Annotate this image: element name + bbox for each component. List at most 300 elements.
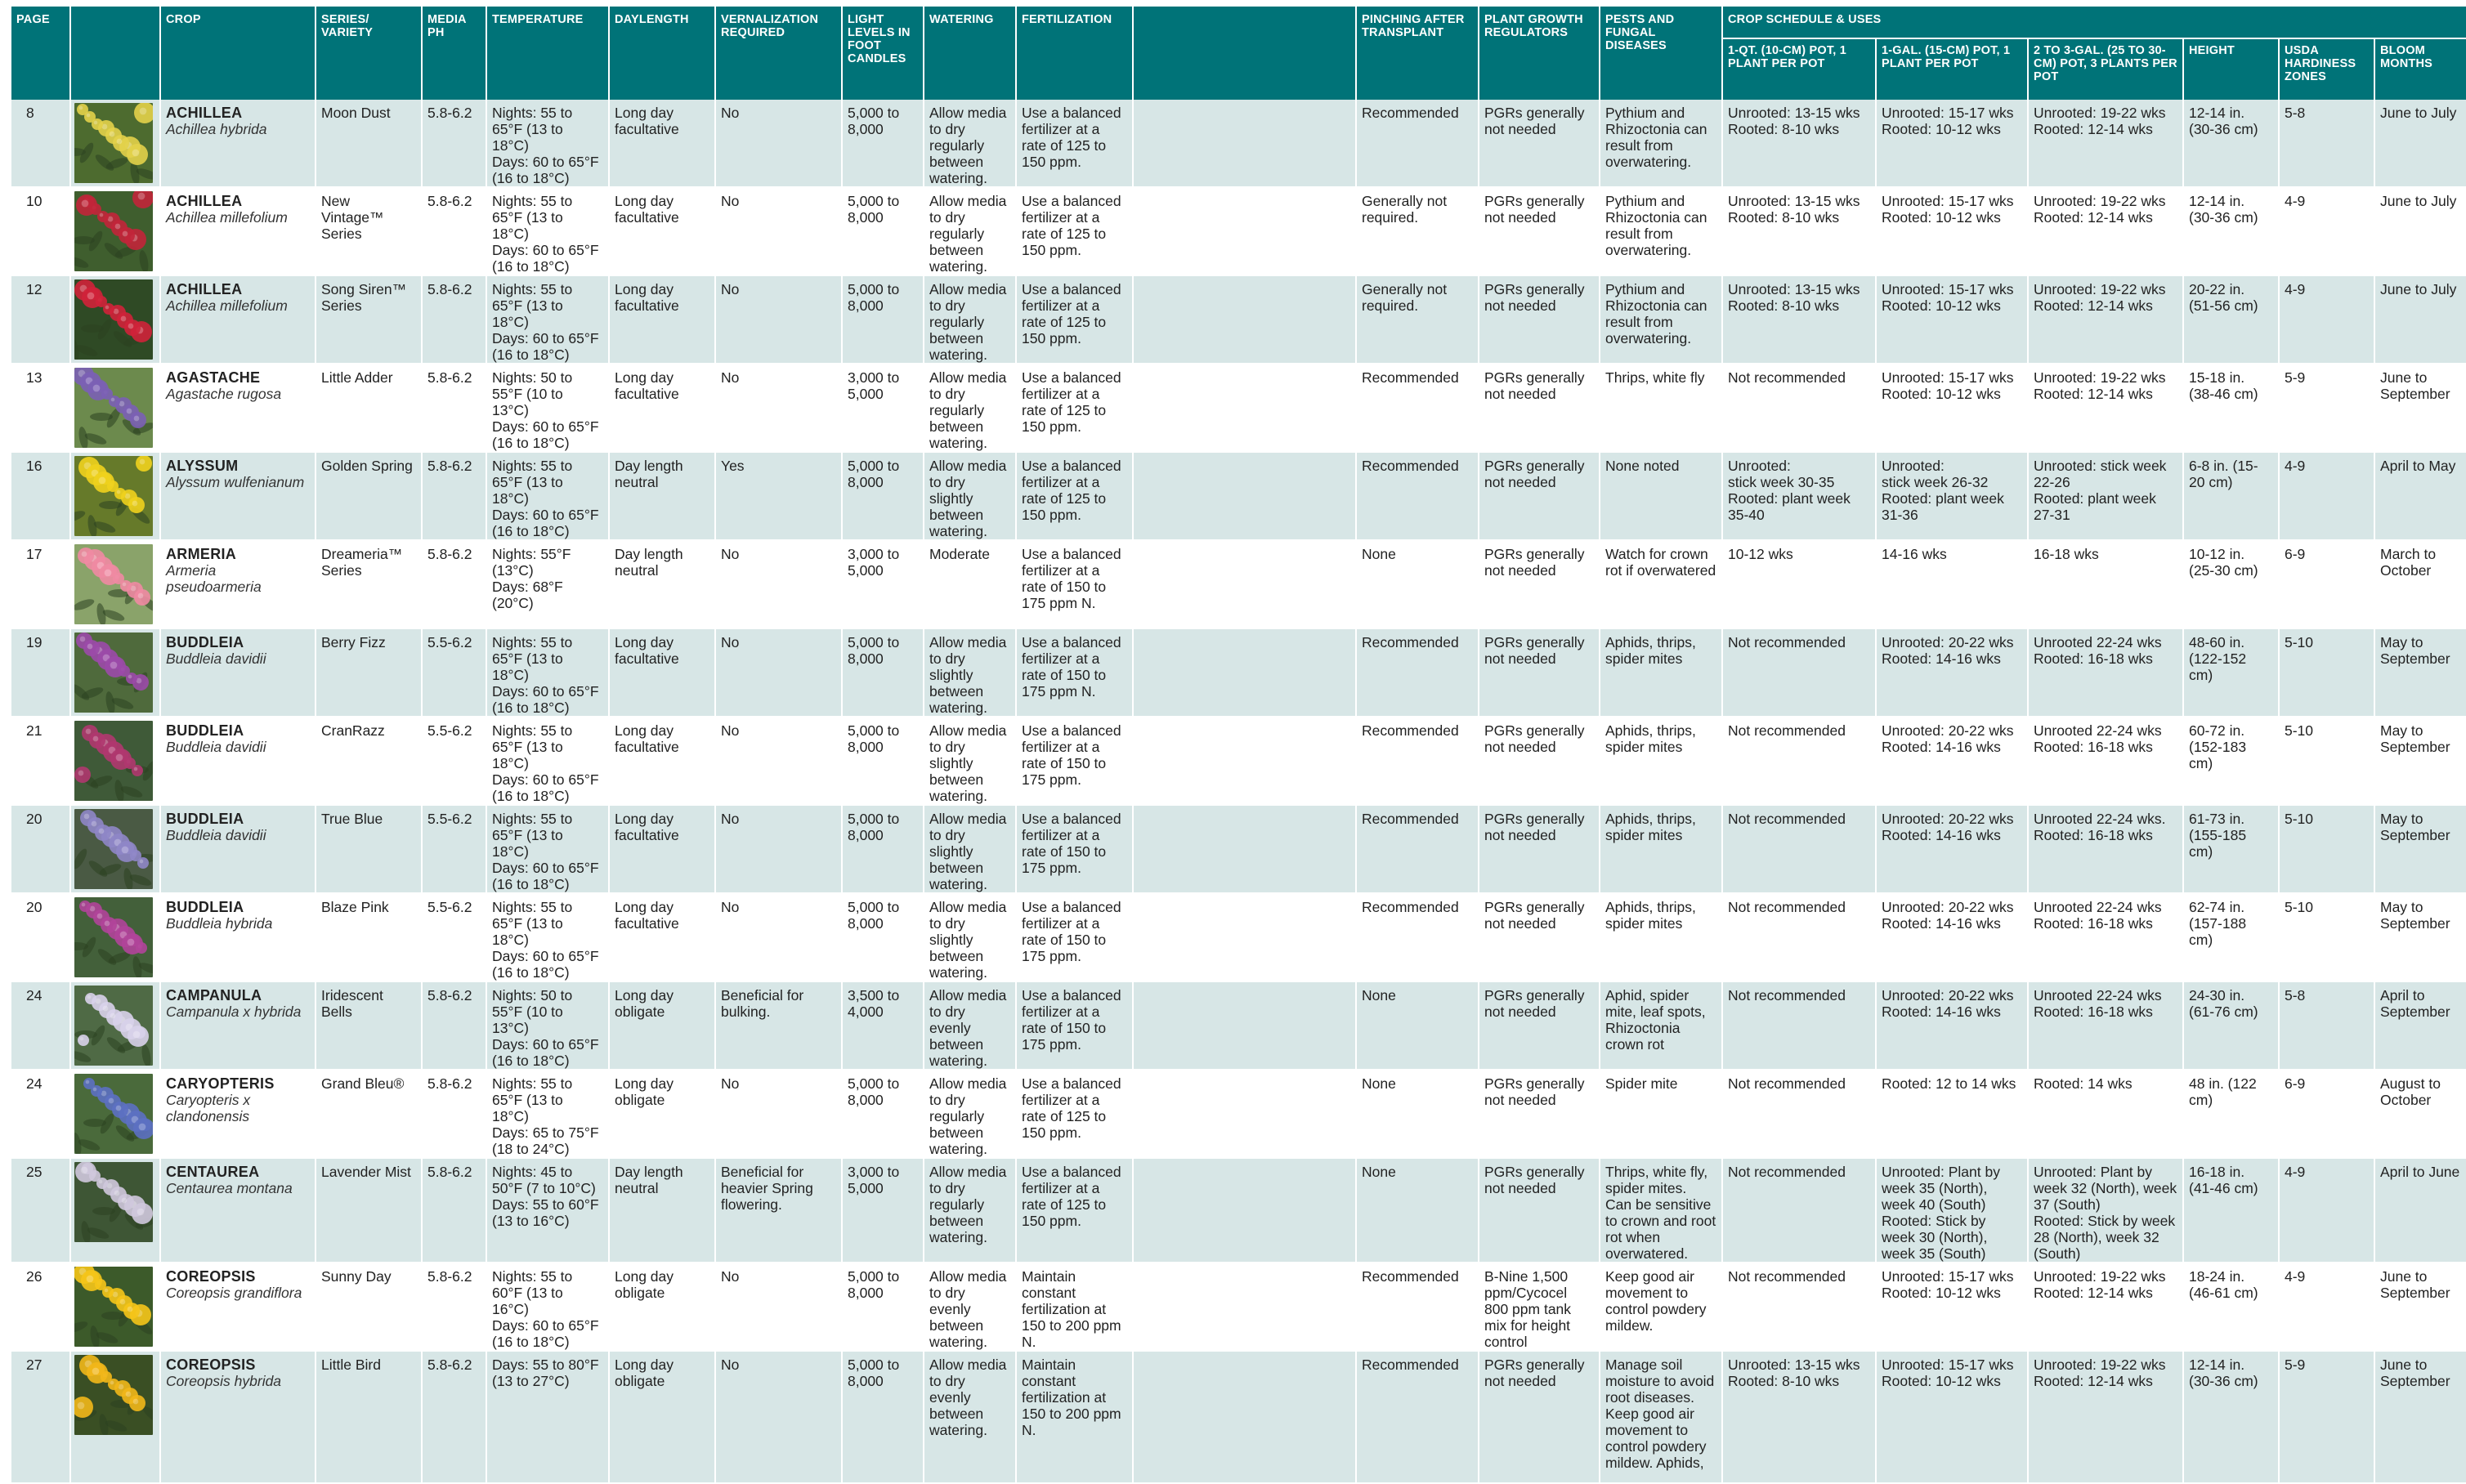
header-temperature: TEMPERATURE	[486, 7, 609, 100]
height-cell: 48 in. (122 cm)	[2183, 1070, 2279, 1158]
pests-cell: Manage soil moisture to avoid root diseases. Keep good air movement to control powdery mildew. Aphids,	[1600, 1351, 1722, 1483]
header-crop: CROP	[160, 7, 316, 100]
crop-botanical-name: Coreopsis hybrida	[166, 1373, 282, 1389]
daylength-cell: Long day obligate	[609, 1263, 715, 1351]
temperature-cell: Nights: 55 to 65°F (13 to 18°C) Days: 60 to 65°F (16 to 18°C)	[486, 805, 609, 893]
vernalization-cell: No	[715, 540, 842, 628]
pests-cell: Aphids, thrips, spider mites	[1600, 628, 1722, 717]
agastache-photo	[74, 368, 153, 448]
pests-cell: Pythium and Rhizoctonia can result from overwatering.	[1600, 275, 1722, 364]
watering-cell: Allow media to dry regularly between watering.	[924, 1158, 1016, 1263]
temperature-cell: Nights: 50 to 55°F (10 to 13°C) Days: 60 to 65°F (16 to 18°C)	[486, 364, 609, 452]
pgr-cell: PGRs generally not needed	[1479, 893, 1600, 981]
series-cell: Dreameria™ Series	[316, 540, 422, 628]
page-cell: 24	[11, 1070, 70, 1158]
crop-cell	[160, 364, 316, 452]
qt-pot-cell: Unrooted: 13-15 wks Rooted: 8-10 wks	[1722, 1351, 1876, 1483]
centaurea-photo	[74, 1162, 153, 1242]
gal3-pot-cell: Unrooted: Plant by week 32 (North), week 37 (South) Rooted: Stick by week 28 (North), week 32 (South)	[2028, 1158, 2183, 1263]
watering-cell: Allow media to dry slightly between watering.	[924, 893, 1016, 981]
temperature-cell: Nights: 55 to 60°F (13 to 16°C) Days: 60 to 65°F (16 to 18°C)	[486, 1263, 609, 1351]
fertilization-cell: Use a balanced fertilizer at a rate of 150 to 175 ppm N.	[1016, 628, 1133, 717]
media-ph-cell: 5.8-6.2	[422, 1263, 486, 1351]
crop-cell	[160, 805, 316, 893]
media-ph-cell: 5.5-6.2	[422, 805, 486, 893]
height-cell: 6-8 in. (15-20 cm)	[2183, 452, 2279, 540]
light-level-cell: 3,000 to 5,000	[842, 540, 924, 628]
header-daylength: DAYLENGTH	[609, 7, 715, 100]
qt-pot-cell: Unrooted: stick week 30-35 Rooted: plant week 35-40	[1722, 452, 1876, 540]
daylength-cell: Long day obligate	[609, 1351, 715, 1483]
media-ph-cell: 5.8-6.2	[422, 100, 486, 187]
plant-guide-table-wrapper	[11, 7, 2460, 1484]
light-level-cell: 3,000 to 5,000	[842, 364, 924, 452]
media-ph-cell: 5.5-6.2	[422, 717, 486, 805]
pgr-cell: PGRs generally not needed	[1479, 1351, 1600, 1483]
vernalization-cell: No	[715, 1263, 842, 1351]
zones-cell: 4-9	[2279, 1263, 2374, 1351]
vernalization-cell: Beneficial for heavier Spring flowering.	[715, 1158, 842, 1263]
light-level-cell: 5,000 to 8,000	[842, 275, 924, 364]
crop-cell	[160, 893, 316, 981]
achillea-siren-photo	[74, 279, 153, 360]
series-cell: Moon Dust	[316, 100, 422, 187]
blank-cell	[1133, 805, 1356, 893]
bloom-cell: May to September	[2374, 717, 2466, 805]
table-row	[11, 981, 2466, 1070]
media-ph-cell: 5.8-6.2	[422, 275, 486, 364]
height-cell: 62-74 in. (157-188 cm)	[2183, 893, 2279, 981]
pinching-cell: Recommended	[1356, 364, 1479, 452]
pinching-cell: Recommended	[1356, 1263, 1479, 1351]
page-cell: 13	[11, 364, 70, 452]
page-cell: 19	[11, 628, 70, 717]
fertilization-cell: Use a balanced fertilizer at a rate of 150 to 175 ppm.	[1016, 805, 1133, 893]
pgr-cell: PGRs generally not needed	[1479, 805, 1600, 893]
page-cell: 25	[11, 1158, 70, 1263]
crop-culture-table	[11, 7, 2466, 1484]
gal1-pot-cell: Unrooted: 15-17 wks Rooted: 10-12 wks	[1876, 364, 2028, 452]
watering-cell: Allow media to dry regularly between watering.	[924, 275, 1016, 364]
series-cell: True Blue	[316, 805, 422, 893]
crop-botanical-name: Buddleia davidii	[166, 650, 266, 667]
pinching-cell: None	[1356, 540, 1479, 628]
media-ph-cell: 5.8-6.2	[422, 540, 486, 628]
vernalization-cell: Yes	[715, 452, 842, 540]
zones-cell: 4-9	[2279, 1158, 2374, 1263]
header-height: HEIGHT	[2183, 38, 2279, 100]
gal3-pot-cell: Unrooted 22-24 wks Rooted: 16-18 wks	[2028, 981, 2183, 1070]
vernalization-cell: Beneficial for bulking.	[715, 981, 842, 1070]
table-row	[11, 717, 2466, 805]
height-cell: 12-14 in. (30-36 cm)	[2183, 100, 2279, 187]
zones-cell: 6-9	[2279, 540, 2374, 628]
crop-photo-cell	[70, 364, 160, 452]
pgr-cell: B-Nine 1,500 ppm/Cycocel 800 ppm tank mix for height control	[1479, 1263, 1600, 1351]
blank-cell	[1133, 275, 1356, 364]
media-ph-cell: 5.5-6.2	[422, 893, 486, 981]
bloom-cell: April to June	[2374, 1158, 2466, 1263]
header-series: SERIES/ VARIETY	[316, 7, 422, 100]
watering-cell: Moderate	[924, 540, 1016, 628]
zones-cell: 6-9	[2279, 1070, 2374, 1158]
light-level-cell: 5,000 to 8,000	[842, 893, 924, 981]
temperature-cell: Nights: 55 to 65°F (13 to 18°C) Days: 60 to 65°F (16 to 18°C)	[486, 717, 609, 805]
crop-photo-cell	[70, 100, 160, 187]
pests-cell: Aphids, thrips, spider mites	[1600, 717, 1722, 805]
header-qt-pot: 1-QT. (10-CM) POT, 1 PLANT PER POT	[1722, 38, 1876, 100]
temperature-cell: Nights: 55 to 65°F (13 to 18°C) Days: 65 to 75°F (18 to 24°C)	[486, 1070, 609, 1158]
daylength-cell: Day length neutral	[609, 540, 715, 628]
qt-pot-cell: Not recommended	[1722, 1158, 1876, 1263]
fertilization-cell: Use a balanced fertilizer at a rate of 150 to 175 ppm.	[1016, 981, 1133, 1070]
pests-cell: Pythium and Rhizoctonia can result from overwatering.	[1600, 187, 1722, 275]
crop-common-name: ACHILLEA	[166, 193, 243, 209]
table-body	[11, 100, 2466, 1483]
pgr-cell: PGRs generally not needed	[1479, 628, 1600, 717]
bloom-cell: April to September	[2374, 981, 2466, 1070]
qt-pot-cell: Not recommended	[1722, 364, 1876, 452]
blank-cell	[1133, 452, 1356, 540]
zones-cell: 5-9	[2279, 364, 2374, 452]
page-cell: 20	[11, 805, 70, 893]
crop-common-name: ARMERIA	[166, 546, 237, 562]
header-zones: USDA HARDINESS ZONES	[2279, 38, 2374, 100]
pinching-cell: Recommended	[1356, 717, 1479, 805]
crop-photo-cell	[70, 452, 160, 540]
gal1-pot-cell: Unrooted: 15-17 wks Rooted: 10-12 wks	[1876, 187, 2028, 275]
pinching-cell: None	[1356, 1158, 1479, 1263]
light-level-cell: 5,000 to 8,000	[842, 187, 924, 275]
qt-pot-cell: Not recommended	[1722, 717, 1876, 805]
watering-cell: Allow media to dry slightly between watering.	[924, 628, 1016, 717]
crop-botanical-name: Achillea hybrida	[166, 121, 267, 137]
series-cell: Song Siren™ Series	[316, 275, 422, 364]
bloom-cell: June to July	[2374, 187, 2466, 275]
temperature-cell: Nights: 55 to 65°F (13 to 18°C) Days: 60 to 65°F (16 to 18°C)	[486, 187, 609, 275]
crop-common-name: CENTAUREA	[166, 1164, 260, 1180]
fertilization-cell: Maintain constant fertilization at 150 to 200 ppm N.	[1016, 1263, 1133, 1351]
crop-cell	[160, 1263, 316, 1351]
page-cell: 20	[11, 893, 70, 981]
pinching-cell: Recommended	[1356, 805, 1479, 893]
light-level-cell: 5,000 to 8,000	[842, 100, 924, 187]
media-ph-cell: 5.8-6.2	[422, 1070, 486, 1158]
pests-cell: None noted	[1600, 452, 1722, 540]
table-row	[11, 1158, 2466, 1263]
pgr-cell: PGRs generally not needed	[1479, 540, 1600, 628]
watering-cell: Allow media to dry slightly between watering.	[924, 717, 1016, 805]
watering-cell: Allow media to dry regularly between watering.	[924, 100, 1016, 187]
blank-cell	[1133, 628, 1356, 717]
zones-cell: 5-10	[2279, 717, 2374, 805]
header-blank	[1133, 7, 1356, 100]
blank-cell	[1133, 717, 1356, 805]
page-cell: 17	[11, 540, 70, 628]
series-cell: Iridescent Bells	[316, 981, 422, 1070]
crop-cell	[160, 1351, 316, 1483]
gal1-pot-cell: Unrooted: 20-22 wks Rooted: 14-16 wks	[1876, 893, 2028, 981]
zones-cell: 4-9	[2279, 452, 2374, 540]
crop-botanical-name: Agastache rugosa	[166, 386, 282, 402]
gal3-pot-cell: 16-18 wks	[2028, 540, 2183, 628]
series-cell: Lavender Mist	[316, 1158, 422, 1263]
media-ph-cell: 5.5-6.2	[422, 628, 486, 717]
crop-cell	[160, 628, 316, 717]
header-pests: PESTS AND FUNGAL DISEASES	[1600, 7, 1722, 100]
blank-cell	[1133, 893, 1356, 981]
coreopsis-bird-photo	[74, 1355, 153, 1435]
gal3-pot-cell: Unrooted: 19-22 wks Rooted: 12-14 wks	[2028, 364, 2183, 452]
header-1gal-pot: 1-GAL. (15-CM) POT, 1 PLANT PER POT	[1876, 38, 2028, 100]
height-cell: 12-14 in. (30-36 cm)	[2183, 1351, 2279, 1483]
fertilization-cell: Use a balanced fertilizer at a rate of 125 to 150 ppm.	[1016, 1158, 1133, 1263]
pgr-cell: PGRs generally not needed	[1479, 981, 1600, 1070]
bloom-cell: June to July	[2374, 275, 2466, 364]
gal3-pot-cell: Rooted: 14 wks	[2028, 1070, 2183, 1158]
height-cell: 20-22 in. (51-56 cm)	[2183, 275, 2279, 364]
page-cell: 8	[11, 100, 70, 187]
crop-photo-cell	[70, 628, 160, 717]
light-level-cell: 5,000 to 8,000	[842, 1263, 924, 1351]
bloom-cell: May to September	[2374, 805, 2466, 893]
vernalization-cell: No	[715, 364, 842, 452]
pgr-cell: PGRs generally not needed	[1479, 452, 1600, 540]
qt-pot-cell: Not recommended	[1722, 1263, 1876, 1351]
vernalization-cell: No	[715, 628, 842, 717]
zones-cell: 5-10	[2279, 805, 2374, 893]
header-media-ph: MEDIA PH	[422, 7, 486, 100]
series-cell: New Vintage™ Series	[316, 187, 422, 275]
pests-cell: Aphids, thrips, spider mites	[1600, 805, 1722, 893]
zones-cell: 5-9	[2279, 1351, 2374, 1483]
table-row	[11, 893, 2466, 981]
header-page: PAGE	[11, 7, 70, 100]
table-row	[11, 187, 2466, 275]
height-cell: 24-30 in. (61-76 cm)	[2183, 981, 2279, 1070]
pinching-cell: Recommended	[1356, 893, 1479, 981]
vernalization-cell: No	[715, 187, 842, 275]
header-bloom: BLOOM MONTHS	[2374, 38, 2466, 100]
qt-pot-cell: Not recommended	[1722, 981, 1876, 1070]
gal3-pot-cell: Unrooted: 19-22 wks Rooted: 12-14 wks	[2028, 1263, 2183, 1351]
crop-botanical-name: Buddleia davidii	[166, 827, 266, 843]
fertilization-cell: Use a balanced fertilizer at a rate of 125 to 150 ppm.	[1016, 187, 1133, 275]
daylength-cell: Day length neutral	[609, 1158, 715, 1263]
table-row	[11, 364, 2466, 452]
caryopteris-photo	[74, 1074, 153, 1154]
coreopsis-sunny-photo	[74, 1267, 153, 1347]
gal1-pot-cell: Unrooted: 20-22 wks Rooted: 14-16 wks	[1876, 981, 2028, 1070]
table-row	[11, 100, 2466, 187]
blank-cell	[1133, 187, 1356, 275]
temperature-cell: Nights: 55 to 65°F (13 to 18°C) Days: 60 to 65°F (16 to 18°C)	[486, 628, 609, 717]
daylength-cell: Day length neutral	[609, 452, 715, 540]
fertilization-cell: Use a balanced fertilizer at a rate of 125 to 150 ppm.	[1016, 100, 1133, 187]
temperature-cell: Nights: 45 to 50°F (7 to 10°C) Days: 55 to 60°F (13 to 16°C)	[486, 1158, 609, 1263]
crop-cell	[160, 275, 316, 364]
crop-photo-cell	[70, 1158, 160, 1263]
crop-cell	[160, 187, 316, 275]
blank-cell	[1133, 100, 1356, 187]
bloom-cell: May to September	[2374, 893, 2466, 981]
vernalization-cell: No	[715, 805, 842, 893]
achillea-red-photo	[74, 191, 153, 271]
gal1-pot-cell: Unrooted: 20-22 wks Rooted: 14-16 wks	[1876, 805, 2028, 893]
crop-botanical-name: Centaurea montana	[166, 1180, 293, 1196]
pgr-cell: PGRs generally not needed	[1479, 100, 1600, 187]
table-row	[11, 1263, 2466, 1351]
pinching-cell: Generally not required.	[1356, 187, 1479, 275]
crop-photo-cell	[70, 893, 160, 981]
pinching-cell: Recommended	[1356, 1351, 1479, 1483]
vernalization-cell: No	[715, 893, 842, 981]
pinching-cell: Generally not required.	[1356, 275, 1479, 364]
qt-pot-cell: Unrooted: 13-15 wks Rooted: 8-10 wks	[1722, 275, 1876, 364]
crop-common-name: ACHILLEA	[166, 281, 243, 297]
series-cell: Little Bird	[316, 1351, 422, 1483]
crop-photo-cell	[70, 1263, 160, 1351]
pests-cell: Aphids, thrips, spider mites	[1600, 893, 1722, 981]
gal1-pot-cell: Unrooted: 15-17 wks Rooted: 10-12 wks	[1876, 1351, 2028, 1483]
buddleia-cranrazz-photo	[74, 721, 153, 801]
light-level-cell: 5,000 to 8,000	[842, 452, 924, 540]
light-level-cell: 5,000 to 8,000	[842, 628, 924, 717]
crop-cell	[160, 1070, 316, 1158]
achillea-yellow-photo	[74, 103, 153, 183]
table-row	[11, 628, 2466, 717]
pinching-cell: Recommended	[1356, 452, 1479, 540]
buddleia-blue-photo	[74, 809, 153, 889]
crop-botanical-name: Buddleia hybrida	[166, 915, 273, 932]
gal3-pot-cell: Unrooted 22-24 wks. Rooted: 16-18 wks	[2028, 805, 2183, 893]
crop-botanical-name: Buddleia davidii	[166, 739, 266, 755]
header-3gal-pot: 2 TO 3-GAL. (25 TO 30-CM) POT, 3 PLANTS PER POT	[2028, 38, 2183, 100]
daylength-cell: Long day facultative	[609, 628, 715, 717]
series-cell: Sunny Day	[316, 1263, 422, 1351]
height-cell: 60-72 in. (152-183 cm)	[2183, 717, 2279, 805]
fertilization-cell: Use a balanced fertilizer at a rate of 125 to 150 ppm.	[1016, 275, 1133, 364]
crop-common-name: CARYOPTERIS	[166, 1075, 275, 1092]
gal3-pot-cell: Unrooted 22-24 wks Rooted: 16-18 wks	[2028, 628, 2183, 717]
pests-cell: Spider mite	[1600, 1070, 1722, 1158]
page-cell: 10	[11, 187, 70, 275]
vernalization-cell: No	[715, 100, 842, 187]
header-pgr: PLANT GROWTH REGULATORS	[1479, 7, 1600, 100]
pinching-cell: None	[1356, 1070, 1479, 1158]
crop-photo-cell	[70, 540, 160, 628]
pgr-cell: PGRs generally not needed	[1479, 1070, 1600, 1158]
pests-cell: Watch for crown rot if overwatered	[1600, 540, 1722, 628]
gal1-pot-cell: Unrooted: stick week 26-32 Rooted: plant week 31-36	[1876, 452, 2028, 540]
light-level-cell: 5,000 to 8,000	[842, 1070, 924, 1158]
temperature-cell: Days: 55 to 80°F (13 to 27°C)	[486, 1351, 609, 1483]
alyssum-photo	[74, 456, 153, 536]
watering-cell: Allow media to dry slightly between watering.	[924, 452, 1016, 540]
gal1-pot-cell: Unrooted: 20-22 wks Rooted: 14-16 wks	[1876, 628, 2028, 717]
crop-botanical-name: Caryopteris x clandonensis	[166, 1092, 251, 1124]
daylength-cell: Long day obligate	[609, 981, 715, 1070]
pests-cell: Thrips, white fly, spider mites. Can be sensitive to crown and root rot when overwatered.	[1600, 1158, 1722, 1263]
blank-cell	[1133, 1158, 1356, 1263]
blank-cell	[1133, 1070, 1356, 1158]
crop-cell	[160, 1158, 316, 1263]
crop-common-name: AGASTACHE	[166, 369, 261, 386]
qt-pot-cell: Not recommended	[1722, 1070, 1876, 1158]
watering-cell: Allow media to dry regularly between watering.	[924, 1070, 1016, 1158]
temperature-cell: Nights: 55 to 65°F (13 to 18°C) Days: 60 to 65°F (16 to 18°C)	[486, 275, 609, 364]
media-ph-cell: 5.8-6.2	[422, 1158, 486, 1263]
pests-cell: Thrips, white fly	[1600, 364, 1722, 452]
gal1-pot-cell: Rooted: 12 to 14 wks	[1876, 1070, 2028, 1158]
qt-pot-cell: 10-12 wks	[1722, 540, 1876, 628]
header-vernalization: VERNALIZATION REQUIRED	[715, 7, 842, 100]
fertilization-cell: Use a balanced fertilizer at a rate of 125 to 150 ppm.	[1016, 452, 1133, 540]
pinching-cell: Recommended	[1356, 628, 1479, 717]
zones-cell: 5-8	[2279, 100, 2374, 187]
gal3-pot-cell: Unrooted: stick week 22-26 Rooted: plant week 27-31	[2028, 452, 2183, 540]
bloom-cell: August to October	[2374, 1070, 2466, 1158]
daylength-cell: Long day facultative	[609, 275, 715, 364]
page-cell: 26	[11, 1263, 70, 1351]
qt-pot-cell: Not recommended	[1722, 805, 1876, 893]
pests-cell: Pythium and Rhizoctonia can result from overwatering.	[1600, 100, 1722, 187]
fertilization-cell: Use a balanced fertilizer at a rate of 150 to 175 ppm.	[1016, 893, 1133, 981]
crop-common-name: ALYSSUM	[166, 458, 239, 474]
crop-botanical-name: Armeria pseudoarmeria	[166, 562, 262, 595]
crop-photo-cell	[70, 1070, 160, 1158]
media-ph-cell: 5.8-6.2	[422, 187, 486, 275]
light-level-cell: 5,000 to 8,000	[842, 717, 924, 805]
crop-photo-cell	[70, 187, 160, 275]
pgr-cell: PGRs generally not needed	[1479, 717, 1600, 805]
page-cell: 16	[11, 452, 70, 540]
pinching-cell: None	[1356, 981, 1479, 1070]
series-cell: Berry Fizz	[316, 628, 422, 717]
daylength-cell: Long day facultative	[609, 187, 715, 275]
daylength-cell: Long day facultative	[609, 717, 715, 805]
zones-cell: 5-10	[2279, 628, 2374, 717]
crop-cell	[160, 717, 316, 805]
bloom-cell: April to May	[2374, 452, 2466, 540]
zones-cell: 4-9	[2279, 187, 2374, 275]
header-fertilization: FERTILIZATION	[1016, 7, 1133, 100]
qt-pot-cell: Not recommended	[1722, 628, 1876, 717]
zones-cell: 4-9	[2279, 275, 2374, 364]
pests-cell: Keep good air movement to control powdery mildew.	[1600, 1263, 1722, 1351]
height-cell: 12-14 in. (30-36 cm)	[2183, 187, 2279, 275]
buddleia-berry-photo	[74, 632, 153, 713]
page-cell: 27	[11, 1351, 70, 1483]
gal3-pot-cell: Unrooted 22-24 wks Rooted: 16-18 wks	[2028, 893, 2183, 981]
buddleia-pink-photo	[74, 897, 153, 977]
gal1-pot-cell: Unrooted: Plant by week 35 (North), week 40 (South) Rooted: Stick by week 30 (North), week 35 (South)	[1876, 1158, 2028, 1263]
fertilization-cell: Maintain constant fertilization at 150 to 200 ppm N.	[1016, 1351, 1133, 1483]
height-cell: 18-24 in. (46-61 cm)	[2183, 1263, 2279, 1351]
gal1-pot-cell: Unrooted: 15-17 wks Rooted: 10-12 wks	[1876, 1263, 2028, 1351]
crop-botanical-name: Alyssum wulfenianum	[166, 474, 305, 490]
crop-common-name: BUDDLEIA	[166, 634, 244, 650]
bloom-cell: June to September	[2374, 364, 2466, 452]
light-level-cell: 3,000 to 5,000	[842, 1158, 924, 1263]
watering-cell: Allow media to dry evenly between watering.	[924, 981, 1016, 1070]
light-level-cell: 3,500 to 4,000	[842, 981, 924, 1070]
height-cell: 61-73 in. (155-185 cm)	[2183, 805, 2279, 893]
blank-cell	[1133, 1263, 1356, 1351]
crop-common-name: COREOPSIS	[166, 1357, 256, 1373]
fertilization-cell: Use a balanced fertilizer at a rate of 125 to 150 ppm.	[1016, 1070, 1133, 1158]
blank-cell	[1133, 540, 1356, 628]
